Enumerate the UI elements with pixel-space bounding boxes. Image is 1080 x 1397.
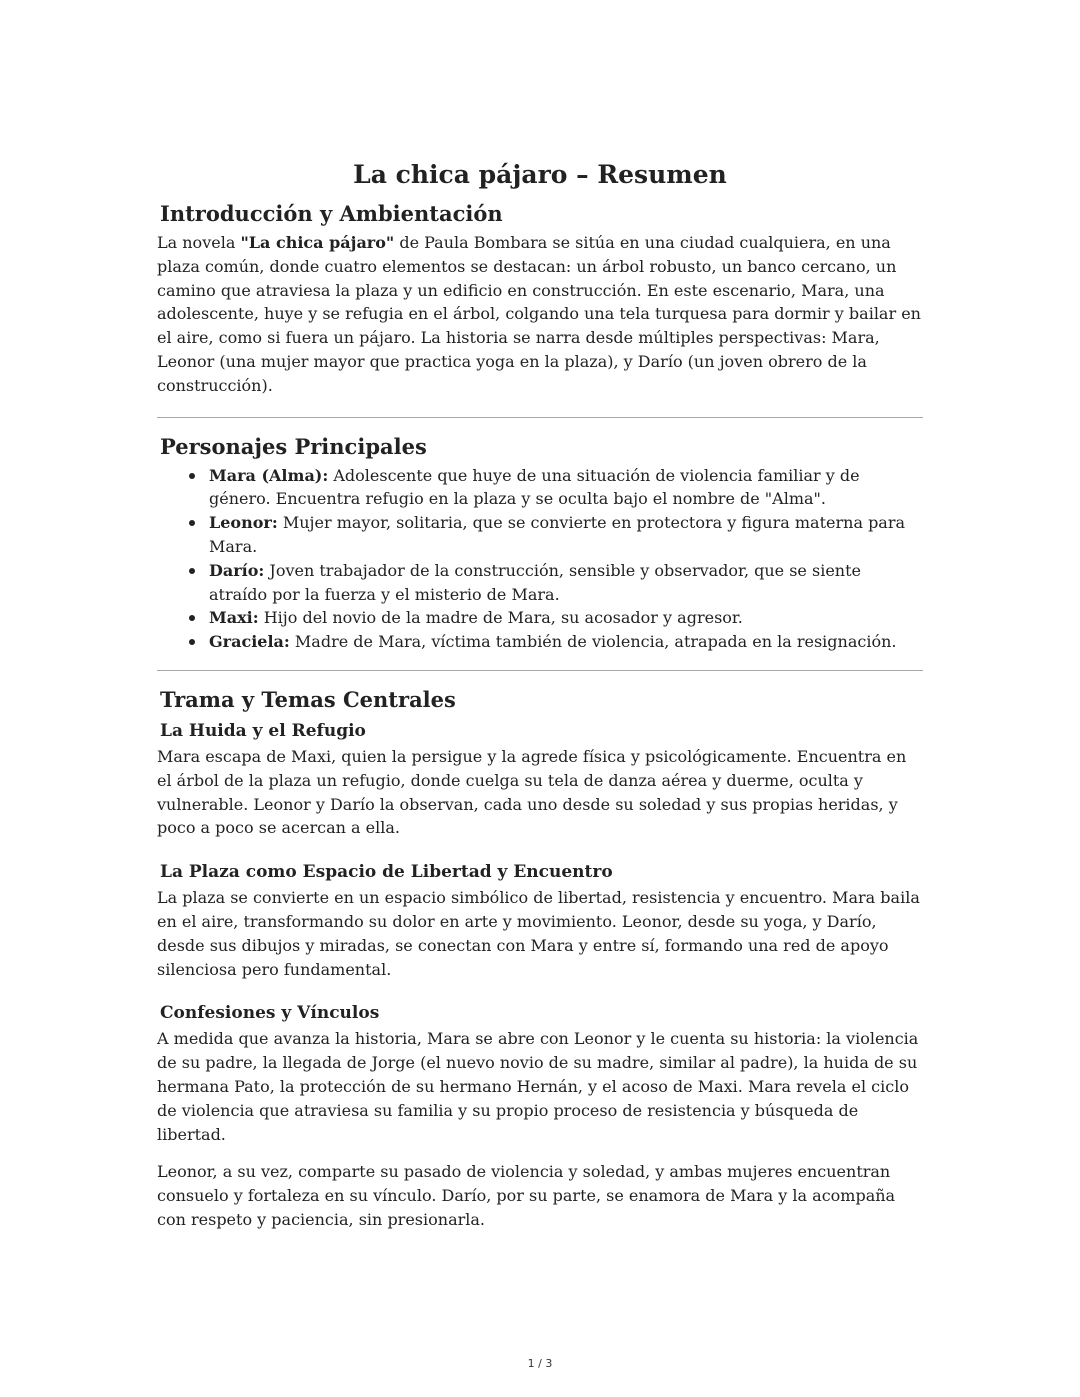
characters-list [157, 464, 923, 654]
plot-subsection [157, 719, 923, 840]
list-item [209, 559, 923, 607]
list-item [209, 630, 923, 654]
plot-subsection [157, 860, 923, 981]
list-item [209, 606, 923, 630]
character-name: Mara (Alma): [209, 465, 329, 485]
subsection-heading: La Huida y el Refugio [160, 720, 366, 741]
intro-section [157, 199, 923, 398]
character-name: Leonor: [209, 513, 278, 533]
character-name: Maxi: [209, 608, 259, 628]
intro-text-before: La novela [157, 233, 241, 252]
section-divider [157, 670, 923, 671]
intro-heading: Introducción y Ambientación [160, 201, 503, 226]
list-item [209, 464, 923, 512]
character-name: Darío: [209, 560, 265, 580]
subsection-paragraph: Mara escapa de Maxi, quien la persigue y la agrede física y psicológicamente. Encuentra en el árbol de la plaza un refugio, donde cuelga su tela de danza aérea y duerme, oculta y vulnerable. Leonor y Darío la observan, cada uno desde su soledad y sus propias heridas, y poco a poco se acercan a ella. [157, 746, 907, 838]
intro-paragraph [157, 231, 923, 398]
page-number: 1 / 3 [527, 1357, 553, 1370]
book-title: "La chica pájaro" [240, 233, 395, 252]
character-description: Adolescente que huye de una situación de violencia familiar y de género. Encuentra refugio en la plaza y se oculta bajo el nombre de "Alma". [209, 465, 860, 509]
characters-section [157, 432, 923, 654]
subsection-heading: La Plaza como Espacio de Libertad y Encuentro [160, 862, 613, 883]
list-item [209, 511, 923, 559]
subsection-heading: Confesiones y Vínculos [160, 1003, 380, 1024]
intro-text-after: de Paula Bombara se sitúa en una ciudad cualquiera, en una plaza común, donde cuatro elementos se destacan: un árbol robusto, un banco cercano, un camino que atraviesa la plaza y un edificio en construcción. En este escenario, Mara, una adolescente, huye y se refugia en el árbol, colgando una tela turquesa para dormir y bailar en el aire, como si fuera un pájaro. La historia se narra desde múltiples perspectivas: Mara, Leonor (una mujer mayor que practica yoga en la plaza), y Darío (un joven obrero de la construcción). [157, 233, 921, 395]
plot-heading: Trama y Temas Centrales [160, 686, 456, 712]
page-title: La chica pájaro – Resumen [353, 160, 727, 189]
section-divider [157, 417, 923, 418]
document-page [157, 157, 923, 1232]
subsection-paragraph: La plaza se convierte en un espacio simbólico de libertad, resistencia y encuentro. Mara baila en el aire, transformando su dolor en arte y movimiento. Leonor, desde su yoga, y Darío, desde sus dibujos y miradas, se conectan con Mara y entre sí, formando una red de apoyo silenciosa pero fundamental. [157, 888, 920, 979]
character-description: Hijo del novio de la madre de Mara, su acosador y agresor. [258, 608, 743, 628]
character-description: Madre de Mara, víctima también de violencia, atrapada en la resignación. [289, 632, 897, 652]
character-name: Graciela: [209, 632, 290, 652]
characters-heading: Personajes Principales [160, 433, 427, 459]
plot-section [157, 685, 923, 1232]
plot-subsection [157, 1001, 923, 1231]
character-description: Joven trabajador de la construcción, sensible y observador, que se siente atraído por la fuerza y el misterio de Mara. [209, 560, 861, 604]
subsection-paragraph: A medida que avanza la historia, Mara se abre con Leonor y le cuenta su historia: la violencia de su padre, la llegada de Jorge (el nuevo novio de su madre, similar al padre), la huida de su hermana Pato, la protección de su hermano Hernán, y el acoso de Maxi. Mara revela el ciclo de violencia que atraviesa su familia y su propio proceso de resistencia y búsqueda de libertad. [157, 1029, 919, 1144]
subsection-paragraph: Leonor, a su vez, comparte su pasado de violencia y soledad, y ambas mujeres encuentran consuelo y fortaleza en su vínculo. Darío, por su parte, se enamora de Mara y la acompaña con respeto y paciencia, sin presionarla. [157, 1162, 896, 1229]
character-description: Mujer mayor, solitaria, que se convierte en protectora y figura materna para Mara. [209, 513, 906, 556]
